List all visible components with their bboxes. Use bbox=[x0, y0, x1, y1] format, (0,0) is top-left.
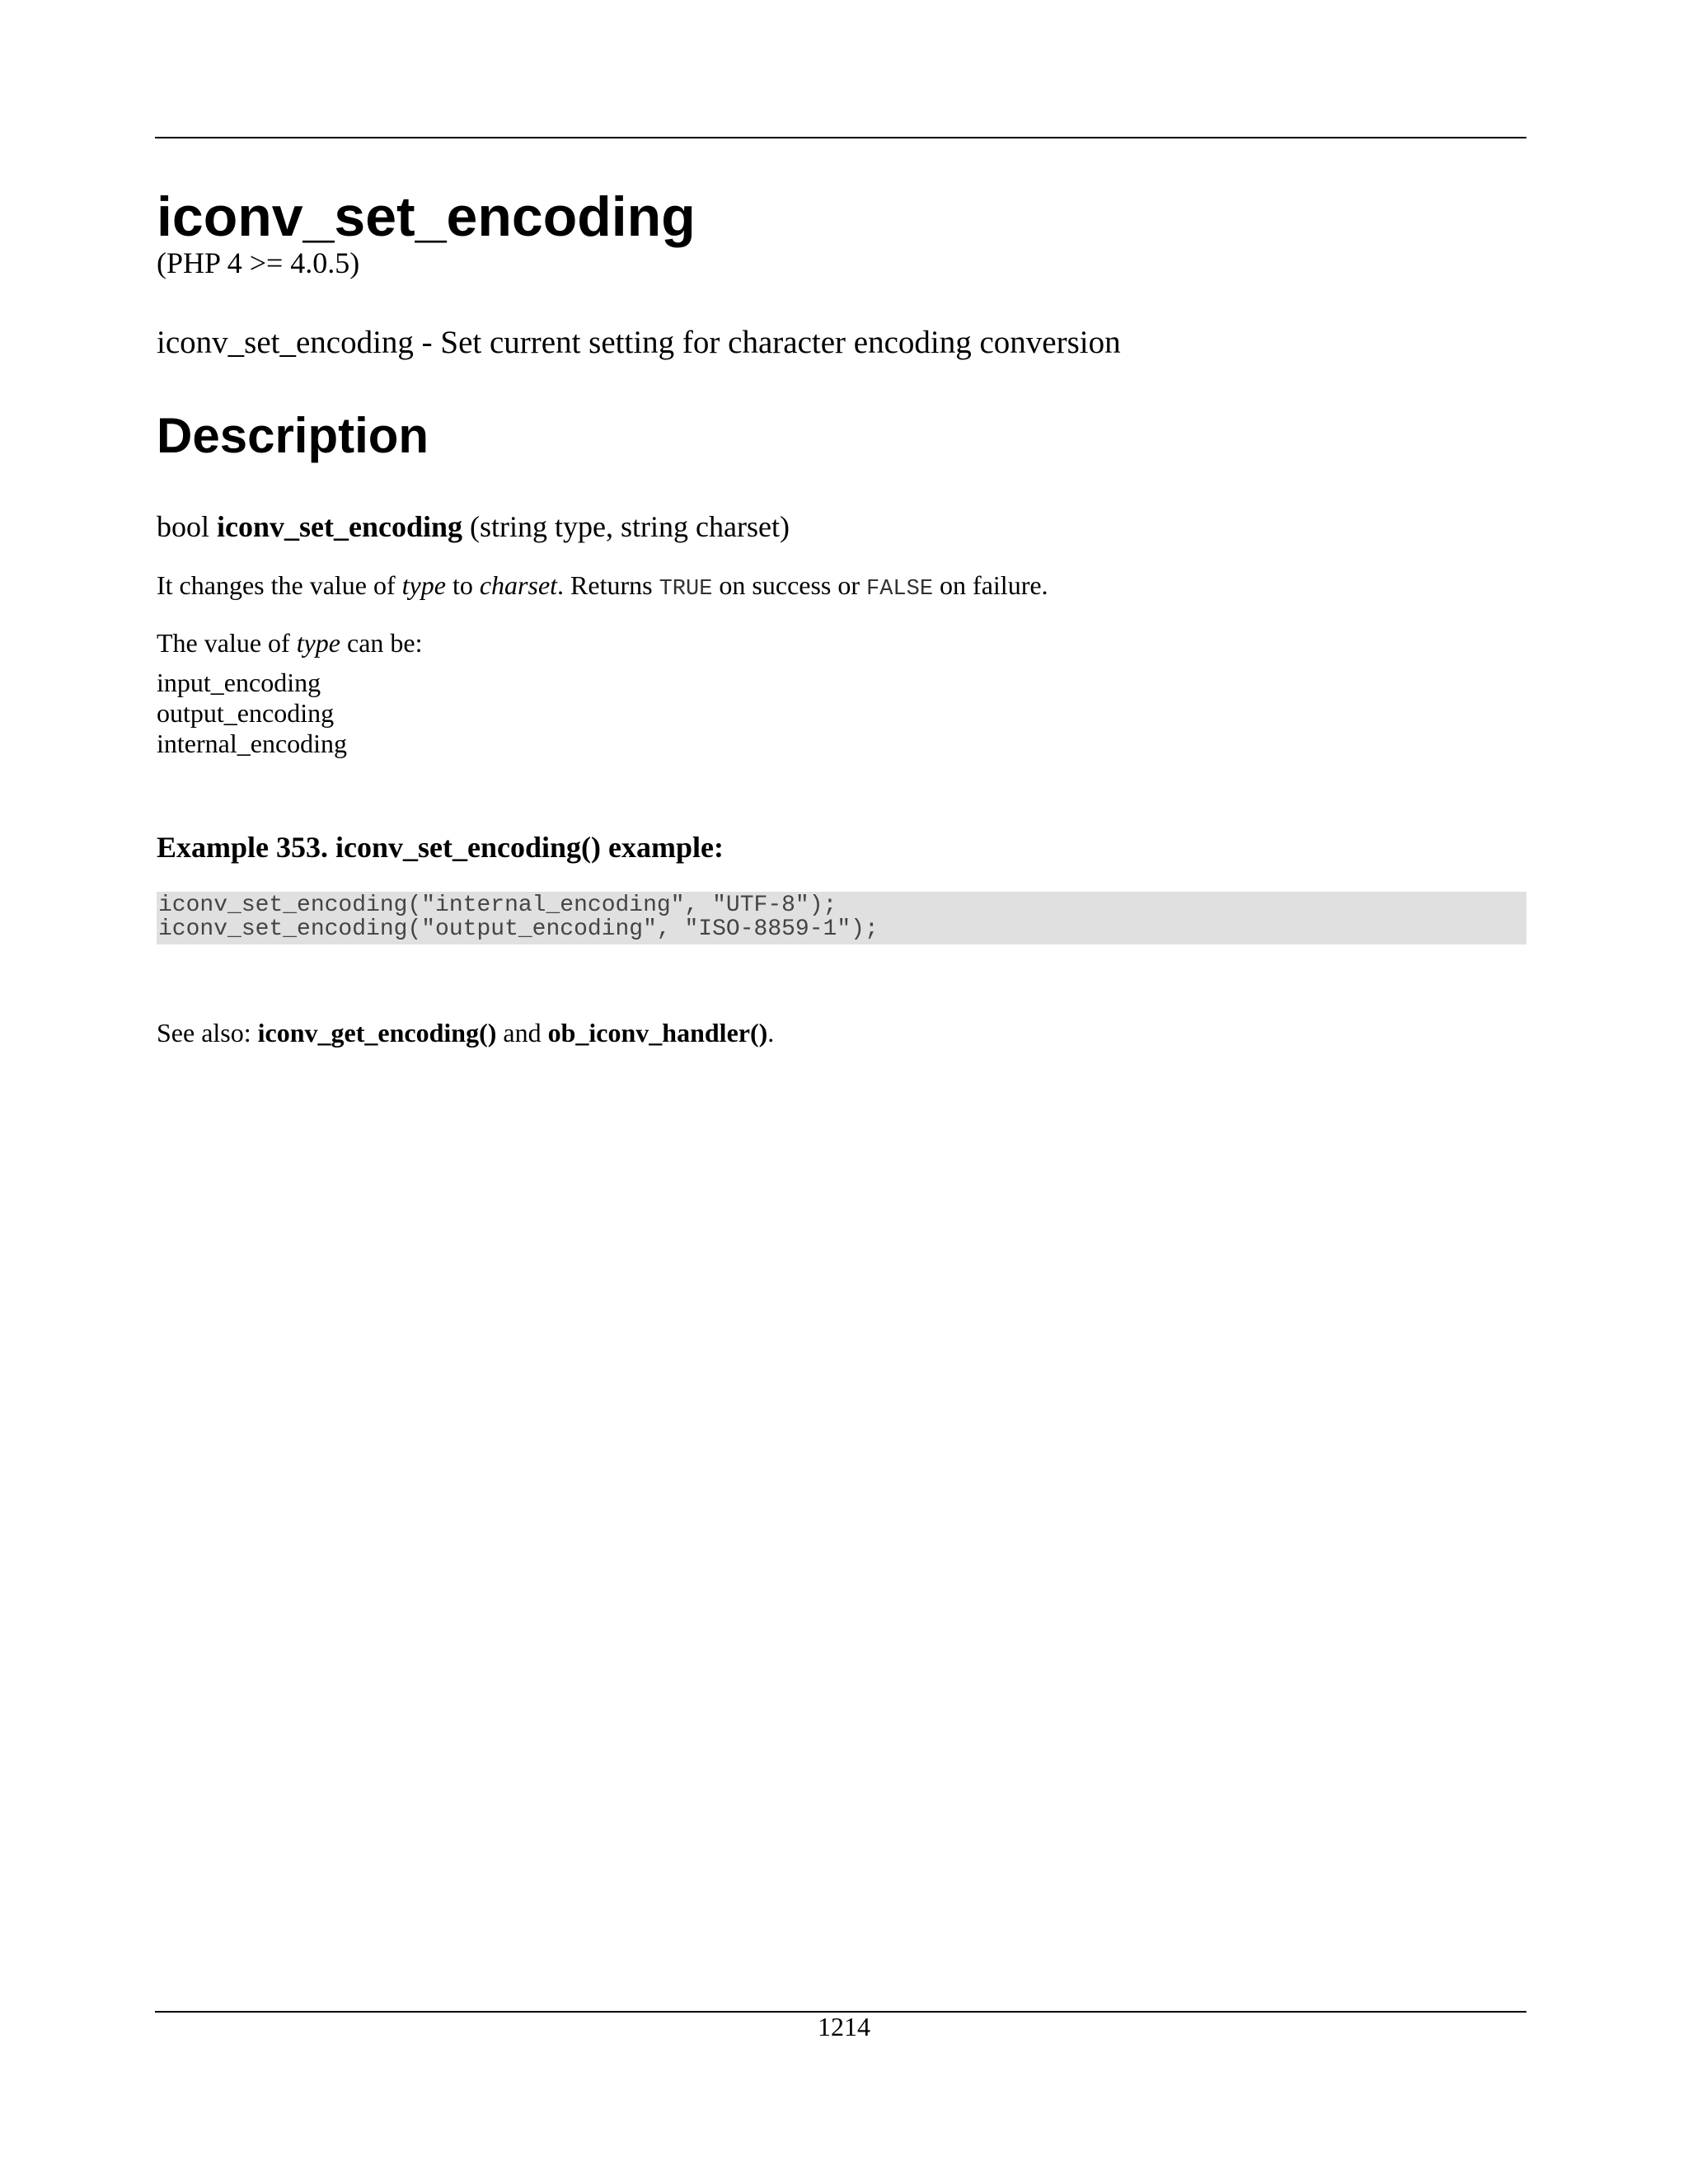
text-run: It changes the value of bbox=[157, 569, 402, 600]
page-number: 1214 bbox=[818, 2012, 870, 2041]
text-run: on success or bbox=[712, 569, 867, 600]
see-also-link-iconv-get-encoding[interactable]: iconv_get_encoding() bbox=[257, 1017, 497, 1047]
param-type: type bbox=[401, 569, 446, 600]
false-constant: FALSE bbox=[866, 576, 934, 602]
header-rule bbox=[155, 137, 1526, 138]
function-params: (string type, string charset) bbox=[470, 509, 790, 543]
type-values-list bbox=[157, 668, 1526, 759]
code-example bbox=[157, 892, 1526, 944]
text-run: and bbox=[496, 1017, 548, 1047]
description-paragraph bbox=[157, 569, 1526, 602]
code-line: iconv_set_encoding("output_encoding", "ISO-8859-1"); bbox=[158, 916, 879, 942]
return-type: bool bbox=[157, 509, 210, 543]
version-info: (PHP 4 >= 4.0.5) bbox=[157, 246, 360, 280]
function-name: iconv_set_encoding bbox=[217, 509, 463, 543]
function-synopsis bbox=[157, 509, 1526, 545]
see-also-link-ob-iconv-handler[interactable]: ob_iconv_handler() bbox=[547, 1017, 768, 1047]
ref-purpose: iconv_set_encoding - Set current setting for character encoding conversion bbox=[157, 324, 1121, 360]
param-type: type bbox=[296, 628, 340, 658]
page-title: iconv_set_encoding bbox=[157, 185, 696, 248]
type-value-item: output_encoding bbox=[157, 697, 335, 728]
description-heading: Description bbox=[157, 407, 429, 463]
true-constant: TRUE bbox=[659, 576, 713, 602]
type-value-item: internal_encoding bbox=[157, 728, 348, 758]
example-title: Example 353. iconv_set_encoding() example: bbox=[157, 830, 724, 864]
text-run: can be: bbox=[340, 628, 423, 658]
text-run: See also: bbox=[157, 1017, 258, 1047]
text-run: on failure. bbox=[933, 569, 1048, 600]
type-values-intro bbox=[157, 627, 1526, 658]
text-run: . Returns bbox=[557, 569, 659, 600]
type-value-item: input_encoding bbox=[157, 667, 321, 697]
page-content bbox=[157, 185, 1526, 1048]
text-run: The value of bbox=[157, 628, 297, 658]
text-run: to bbox=[445, 569, 480, 600]
param-charset: charset bbox=[479, 569, 558, 600]
text-run: . bbox=[767, 1017, 775, 1047]
see-also bbox=[157, 1017, 1526, 1048]
code-line: iconv_set_encoding("internal_encoding", "UTF-8"); bbox=[158, 892, 837, 918]
